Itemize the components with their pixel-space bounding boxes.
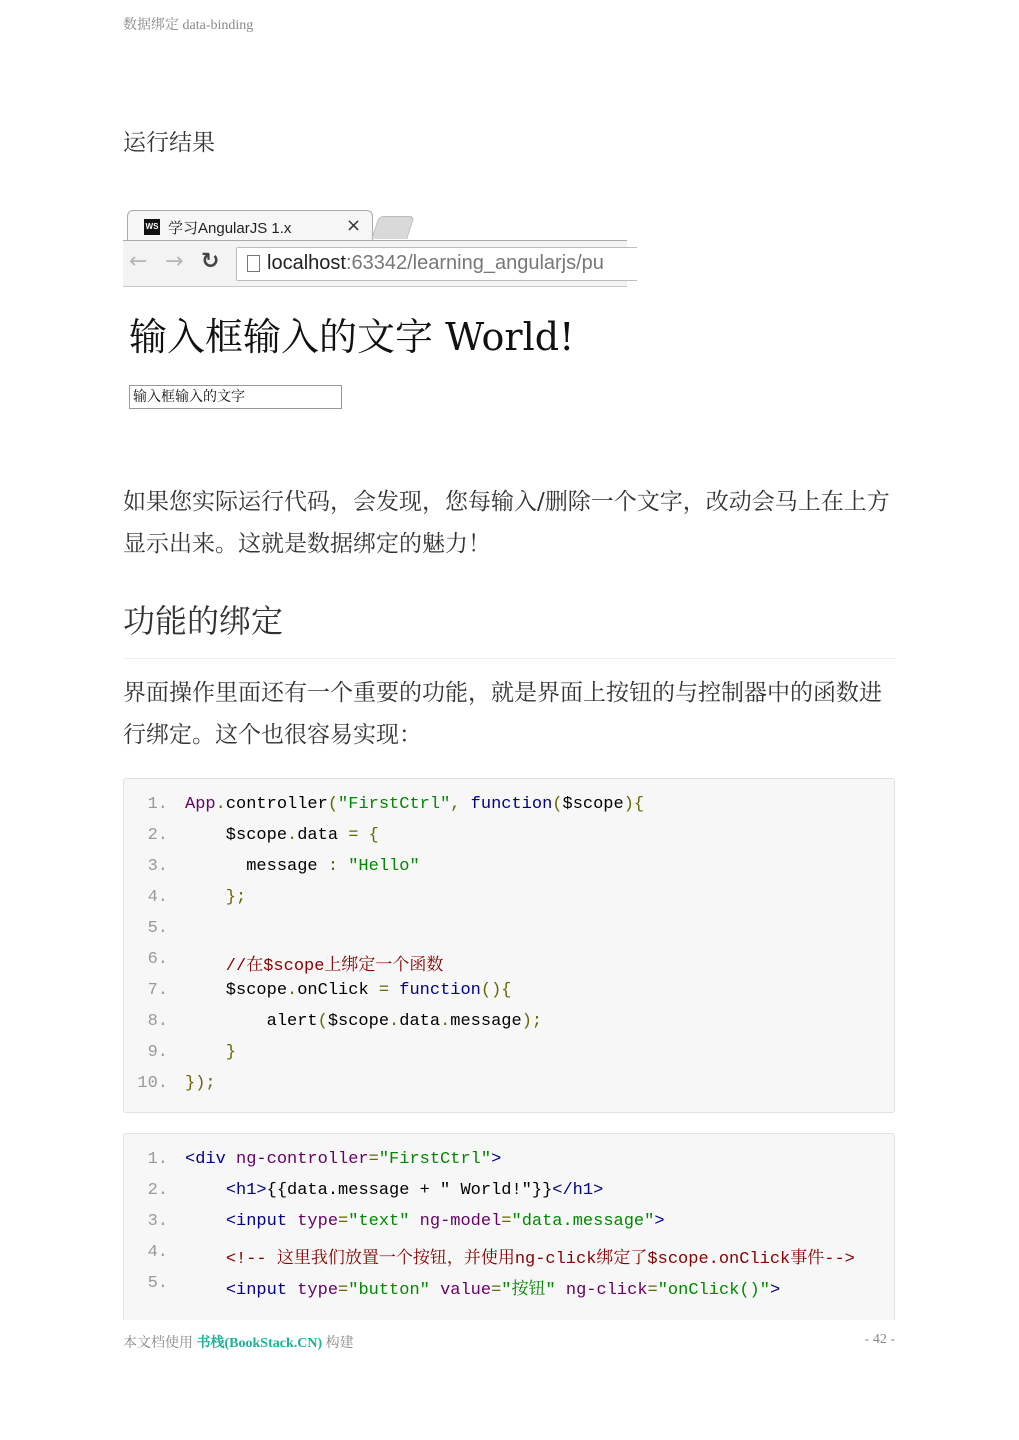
code-token: > [491,1150,502,1169]
code-token: ng-controller [236,1150,369,1169]
code-token: ng-model [419,1212,502,1231]
code-token: App [185,795,216,814]
code-token [185,1281,226,1300]
code-line [124,1012,894,1043]
code-token: "按钮" [501,1281,556,1300]
code-token: "text" [348,1212,410,1231]
code-token: = [501,1212,512,1231]
code-line [124,1043,894,1074]
code-text [185,857,420,876]
code-text [185,1181,603,1200]
code-token: onClick [297,981,379,1000]
address-bar [236,247,637,281]
code-token: $scope [562,795,624,814]
code-token: type [297,1212,339,1231]
code-token: : [327,857,349,876]
line-number: 4. [147,1243,168,1262]
line-number: 5. [147,919,168,938]
line-number: 3. [147,857,168,876]
code-token: = [491,1281,502,1300]
code-text [185,1243,855,1269]
footer-suffix: 构建 [322,1336,354,1351]
code-token [185,1212,226,1231]
code-block-html [123,1133,895,1320]
back-arrow-icon: ← [129,249,148,274]
browser-navbar [123,240,627,287]
code-line [124,826,894,857]
forward-arrow-icon: → [165,249,184,274]
code-token: "onClick()" [657,1281,770,1300]
code-token [409,1212,419,1231]
code-token: message [450,1012,522,1031]
code-token [556,1281,566,1300]
code-token: = [647,1281,658,1300]
page-number: - 42 - [864,1332,895,1347]
code-text [185,1074,216,1093]
code-token: alert [185,1012,318,1031]
code-token: ( [317,1012,328,1031]
code-line [124,919,894,950]
code-token: <input [225,1281,288,1300]
code-token: "data.message" [511,1212,655,1231]
section-heading: 功能的绑定 [123,596,895,659]
line-number: 2. [147,1181,168,1200]
code-token: type [297,1281,339,1300]
code-block-js [123,778,895,1113]
code-text [185,950,443,976]
code-text [185,795,644,814]
code-token: data [399,1012,441,1031]
code-line [124,1074,894,1105]
line-number: 3. [147,1212,168,1231]
section-label: 运行结果 [123,130,215,156]
code-token: }; [185,888,247,907]
code-token: > [654,1212,665,1231]
code-token: function [470,795,553,814]
page-icon [247,255,260,272]
code-token [185,1181,226,1200]
line-number: 5. [147,1274,168,1293]
line-number: 8. [147,1012,168,1031]
code-token: <h1> [225,1181,267,1200]
code-text [185,1012,542,1031]
tab-title: 学习AngularJS 1.x [168,220,292,237]
close-icon: × [346,215,362,236]
code-line [124,981,894,1012]
code-text [185,888,246,907]
code-line [124,950,894,981]
reload-icon: ↻ [201,249,220,274]
code-token: <div [185,1150,226,1169]
code-token: ); [521,1012,543,1031]
code-token: = [378,981,400,1000]
code-token: $scope [185,981,288,1000]
code-text [185,981,512,1000]
page-header: 数据绑定 data-binding [123,18,254,33]
footer-note [123,1332,354,1352]
line-number: 1. [147,1150,168,1169]
code-token: data [297,826,349,845]
code-token: <!-- 这里我们放置一个按钮，并使用ng-click绑定了$scope.onClick事件--> [225,1250,855,1269]
code-token: message [185,857,328,876]
line-number: 9. [147,1043,168,1062]
code-line [124,795,894,826]
paragraph-intro: 界面操作里面还有一个重要的功能，就是界面上按钮的与控制器中的函数进行绑定。这个也很容易实现： [123,680,882,748]
webstorm-icon: WS [144,219,160,235]
code-token: } [185,1043,237,1062]
code-token [185,1250,226,1269]
code-token: = [338,1212,349,1231]
code-token: controller [225,795,328,814]
code-text [185,1150,501,1169]
code-line [124,1243,894,1274]
code-token: . [287,981,298,1000]
code-text [185,1043,236,1062]
code-token [287,1212,297,1231]
url-host: localhost [267,252,346,274]
code-token: function [399,981,481,1000]
code-token: //在$scope上绑定一个函数 [185,957,444,976]
code-token [226,1150,236,1169]
code-token: "FirstCtrl" [338,795,451,814]
paragraph-result: 如果您实际运行代码，会发现，您每输入/删除一个文字，改动会马上在上方显示出来。这就是数据绑定的魅力！ [123,489,890,557]
browser-tab [127,210,373,241]
browser-tabbar [123,208,627,240]
code-token: "button" [348,1281,430,1300]
code-token: }); [185,1074,216,1093]
code-text [185,1212,665,1231]
code-token: . [215,795,226,814]
code-token: > [769,1281,781,1300]
code-token: = [338,1281,349,1300]
code-token [430,1281,440,1300]
code-token: ){ [623,795,645,814]
code-line [124,1181,894,1212]
address-text [267,252,604,275]
line-number: 1. [147,795,168,814]
rendered-text-input: 输入框输入的文字 [129,385,342,409]
code-token: $scope [327,1012,390,1031]
code-token: . [287,826,298,845]
code-text [185,1274,780,1300]
footer-prefix: 本文档使用 [123,1336,197,1351]
code-token [287,1281,297,1300]
line-number: 4. [147,888,168,907]
browser-screenshot [123,208,627,418]
url-path: :63342/learning_angularjs/pu [345,252,604,274]
code-token: . [389,1012,400,1031]
code-token: "Hello" [348,857,420,876]
code-token: </h1> [552,1181,604,1200]
line-number: 7. [147,981,168,1000]
code-token: value [440,1281,492,1300]
code-line [124,888,894,919]
code-token: = [368,1150,379,1169]
code-token: {{data.message + " World!"}} [266,1181,553,1200]
footer-brand-link[interactable]: 书栈(BookStack.CN) [196,1336,323,1351]
line-number: 6. [147,950,168,969]
code-token: (){ [480,981,512,1000]
code-line [124,1150,894,1181]
new-tab-button [371,216,414,239]
code-token: . [440,1012,451,1031]
code-line [124,857,894,888]
line-number: 2. [147,826,168,845]
code-token: $scope [185,826,288,845]
line-number: 10. [137,1074,168,1093]
code-line [124,1274,894,1305]
code-token: ( [327,795,339,814]
code-token: "FirstCtrl" [378,1150,492,1169]
code-line [124,1212,894,1243]
code-token: , [450,795,471,814]
code-token: ng-click [565,1281,648,1300]
rendered-heading: 输入框输入的文字 World! [129,315,575,359]
code-token: = { [348,826,379,845]
code-text [185,826,379,845]
code-token: ( [552,795,563,814]
code-token: <input [225,1212,288,1231]
